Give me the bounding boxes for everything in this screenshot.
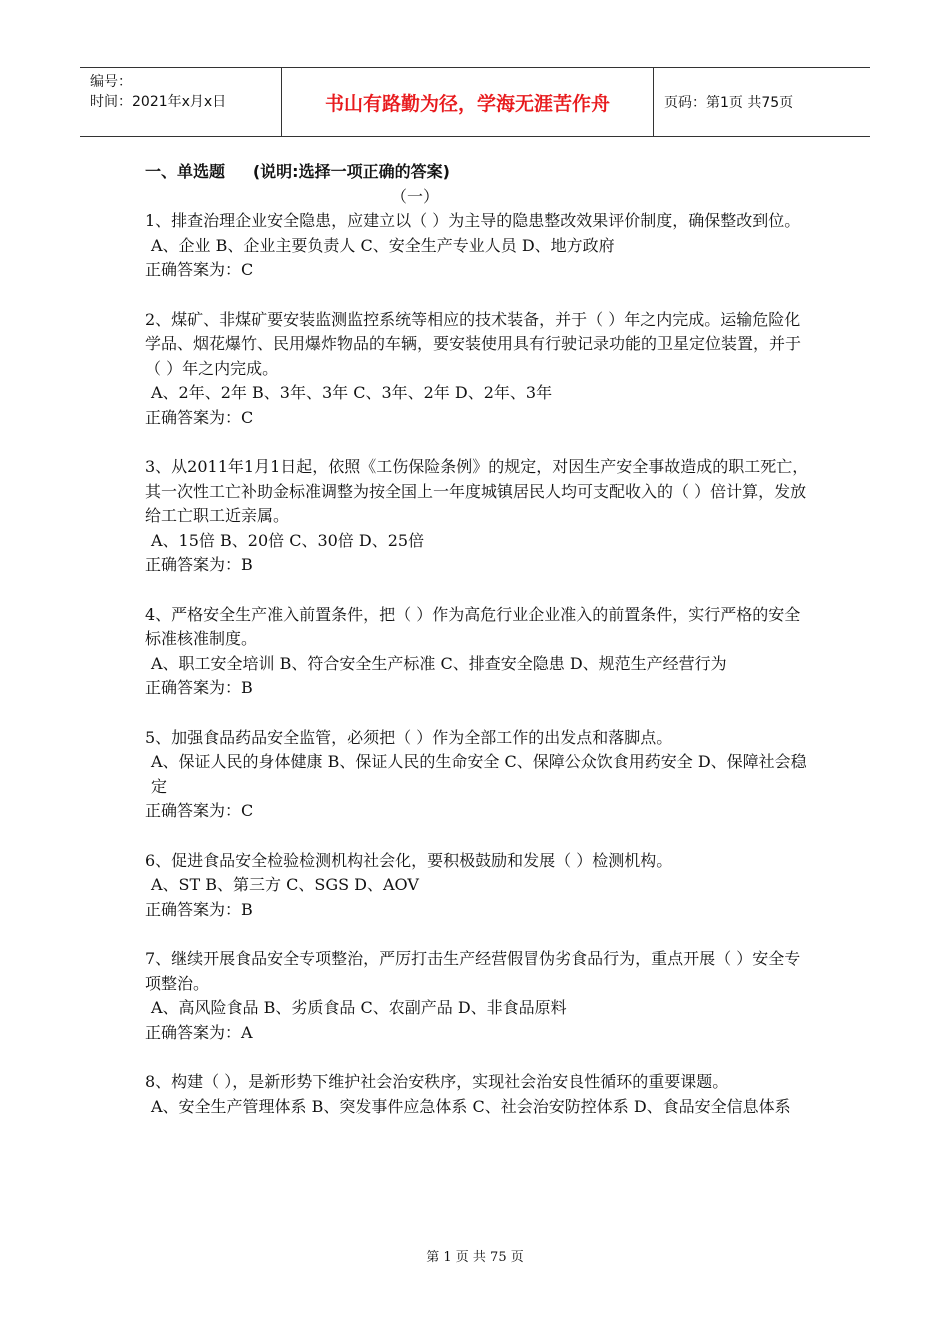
question-options: A、安全生产管理体系 B、突发事件应急体系 C、社会治安防控体系 D、食品安全信息体系 (151, 1096, 791, 1116)
question-options: A、职工安全培训 B、符合安全生产标准 C、排查安全隐患 D、规范生产经营行为 (151, 653, 727, 673)
question-answer: 正确答案为：C (145, 260, 254, 279)
question-2 (145, 308, 815, 431)
question-text: 6、促进食品安全检验检测机构社会化，要积极鼓励和发展（ ）检测机构。 (145, 850, 673, 870)
question-answer: 正确答案为：B (145, 899, 253, 919)
question-4 (145, 603, 815, 701)
question-answer: 正确答案为：A (145, 1022, 253, 1042)
section-title: 一、单选题 (说明:选择一项正确的答案) (145, 162, 450, 181)
motto: 书山有路勤为径，学海无涯苦作舟 (282, 68, 654, 136)
question-3 (145, 455, 815, 578)
question-text: 5、加强食品药品安全监管，必须把（ ）作为全部工作的出发点和落脚点。 (145, 727, 673, 747)
page-info: 页码：第1页 共75页 (664, 95, 794, 111)
question-options: A、15倍 B、20倍 C、30倍 D、25倍 (151, 530, 425, 550)
question-5 (145, 726, 815, 824)
time-label: 时间：2021年x月x日 (90, 94, 227, 110)
question-7 (145, 947, 815, 1045)
header-meta (80, 68, 282, 136)
question-text: 3、从2011年1月1日起，依照《工伤保险条例》的规定，对因生产安全事故造成的职工死亡，其一次性工亡补助金标准调整为按全国上一年度城镇居民人均可支配收入的（ ）倍计算，发放给工亡职工近亲属。 (145, 457, 809, 525)
question-answer: 正确答案为：C (145, 801, 254, 820)
question-text: 4、严格安全生产准入前置条件，把（ ）作为高危行业企业准入的前置条件，实行严格的安全标准核准制度。 (145, 604, 801, 648)
question-options: A、保证人民的身体健康 B、保证人民的生命安全 C、保障公众饮食用药安全 D、保障社会稳定 (151, 752, 807, 796)
page-footer: 第 1 页 共 75 页 (426, 1250, 524, 1265)
question-text: 8、构建（ ），是新形势下维护社会治安秩序，实现社会治安良性循环的重要课题。 (145, 1072, 729, 1091)
question-options: A、ST B、第三方 C、SGS D、AOV (151, 875, 419, 894)
document-body (145, 160, 815, 1119)
question-8 (145, 1070, 815, 1119)
number-label: 编号： (90, 74, 132, 90)
question-text: 7、继续开展食品安全专项整治，严厉打击生产经营假冒伪劣食品行为，重点开展（ ）安全专项整治。 (145, 949, 801, 993)
question-answer: 正确答案为：C (145, 407, 254, 427)
header-table (80, 67, 870, 137)
question-answer: 正确答案为：B (145, 678, 253, 697)
question-answer: 正确答案为：B (145, 555, 253, 574)
question-options: A、高风险食品 B、劣质食品 C、农副产品 D、非食品原料 (151, 998, 567, 1017)
section-subtitle: （一） (390, 186, 439, 206)
question-text: 2、煤矿、非煤矿要安装监测监控系统等相应的技术装备，并于（ ）年之内完成。运输危险化学品、烟花爆竹、民用爆炸物品的车辆，要安装使用具有行驶记录功能的卫星定位装置，并于（ ）年之内完成。 (145, 309, 802, 378)
question-options: A、企业 B、企业主要负责人 C、安全生产专业人员 D、地方政府 (151, 235, 615, 255)
question-text: 1、排查治理企业安全隐患，应建立以（ ）为主导的隐患整改效果评价制度，确保整改到位。 (145, 211, 801, 230)
question-1 (145, 209, 815, 283)
question-options: A、2年、2年 B、3年、3年 C、3年、2年 D、2年、3年 (151, 383, 553, 402)
question-6 (145, 849, 815, 923)
